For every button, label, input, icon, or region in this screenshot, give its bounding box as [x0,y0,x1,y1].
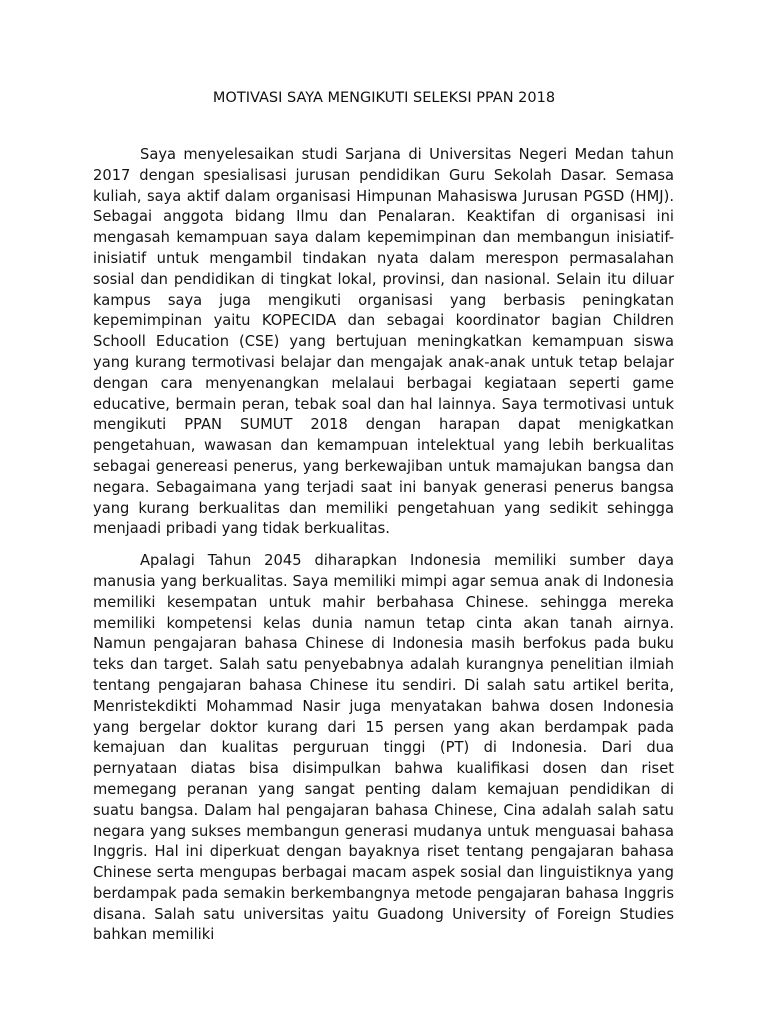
document-title: MOTIVASI SAYA MENGIKUTI SELEKSI PPAN 2018 [212,90,556,106]
paragraph-1: Saya menyelesaikan studi Sarjana di Universitas Negeri Medan tahun 2017 dengan spesialisasi jurusan pendidikan Guru Sekolah Dasar. Semasa kuliah, saya aktif dalam organisasi Himpunan Mahasiswa Jurusan PGSD (HMJ). Sebagai anggota bidang Ilmu dan Penalaran. Keaktifan di organisasi ini mengasah kemampuan saya dalam kepemimpinan dan membangun inisiatif-inisiatif untuk mengambil tindakan nyata dalam merespon permasalahan sosial dan pendidikan di tingkat lokal, provinsi, dan nasional. Selain itu diluar kampus saya juga mengikuti organisasi yang berbasis peningkatan kepemimpinan yaitu KOPECIDA dan sebagai koordinator bagian Children Schooll Education (CSE) yang bertujuan meningkatkan kemampuan siswa yang kurang termotivasi belajar dan mengajak anak-anak untuk tetap belajar dengan cara menyenangkan melalaui berbagai kegiataan seperti game educative, bermain peran, tebak soal dan hal lainnya. Saya termotivasi untuk mengikuti PPAN SUMUT 2018 dengan harapan dapat menigkatkan pengetahuan, wawasan dan kemampuan intelektual yang lebih berkualitas sebagai genereasi penerus, yang berkewajiban untuk mamajukan bangsa dan negara. Sebagaimana yang terjadi saat ini banyak generasi penerus bangsa yang kurang berkualitas dan memiliki pengetahuan yang sedikit sehingga menjaadi pribadi yang tidak berkualitas. [93,146,674,538]
document-body [93,145,674,957]
paragraph-2: Apalagi Tahun 2045 diharapkan Indonesia memiliki sumber daya manusia yang berkualitas. Saya memiliki mimpi agar semua anak di Indonesia memiliki kesempatan untuk mahir berbahasa Chinese. sehingga mereka memiliki kompetensi kelas dunia namun tetap cinta akan tanah airnya. Namun pengajaran bahasa Chinese di Indonesia masih berfokus pada buku teks dan target. Salah satu penyebabnya adalah kurangnya penelitian ilmiah tentang pengajaran bahasa Chinese itu sendiri. Di salah satu artikel berita, Menristekdikti Mohammad Nasir juga menyatakan bahwa dosen Indonesia yang bergelar doktor kurang dari 15 persen yang akan berdampak pada kemajuan dan kualitas perguruan tinggi (PT) di Indonesia. Dari dua pernyataan diatas bisa disimpulkan bahwa kualifikasi dosen dan riset memegang peranan yang sangat penting dalam kemajuan pendidikan di suatu bangsa. Dalam hal pengajaran bahasa Chinese, Cina adalah salah satu negara yang sukses membangun generasi mudanya untuk menguasai bahasa Inggris. Hal ini diperkuat dengan bayaknya riset tentang pengajaran bahasa Chinese serta mengupas berbagai macam aspek sosial dan linguistiknya yang berdampak pada semakin berkembangnya metode pengajaran bahasa Inggris disana. Salah satu universitas yaitu Guadong University of Foreign Studies bahkan memiliki [93,552,674,944]
